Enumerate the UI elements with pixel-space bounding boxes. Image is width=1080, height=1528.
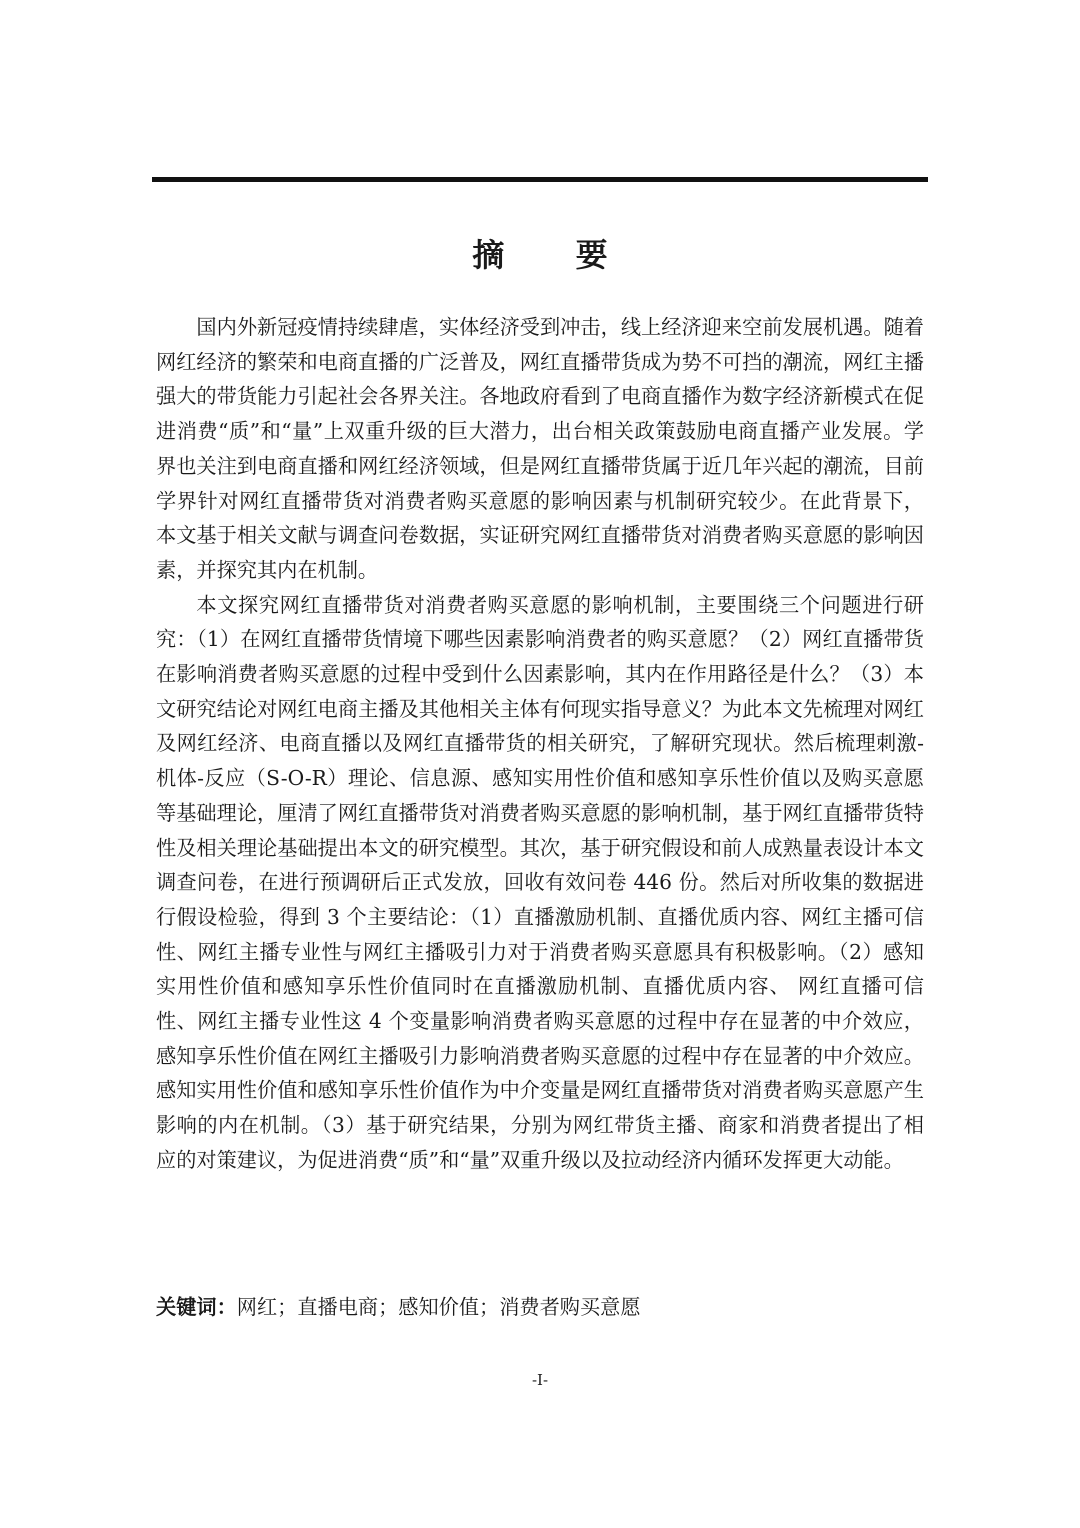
header-rule (152, 177, 928, 182)
page-number: -I- (531, 1371, 549, 1389)
keywords-text: 网红；直播电商；感知价值；消费者购买意愿 (236, 1295, 641, 1319)
abstract-paragraph-2: 本文探究网红直播带货对消费者购买意愿的影响机制，主要围绕三个问题进行研究：（1）在网红直播带货情境下哪些因素影响消费者的购买意愿？（2）网红直播带货在影响消费者购买意愿的过程中受到什么因素影响，其内在作用路径是什么？（3）本文研究结论对网红电商主播及其他相关主体有何现实指导意义？为此本文先梳理对网红及网红经济、电商直播以及网红直播带货的相关研究，了解研究现状。然后梳理刺激-机体-反应（S-O-R）理论、信息源、感知实用性价值和感知享乐性价值以及购买意愿等基础理论，厘清了网红直播带货对消费者购买意愿的影响机制，基于网红直播带货特性及相关理论基础提出本文的研究模型。其次，基于研究假设和前人成熟量表设计本文调查问卷，在进行预调研后正式发放，回收有效问卷 446 份。然后对所收集的数据进行假设检验，得到 3 个主要结论：（1）直播激励机制、直播优质内容、网红主播可信性、网红主播专业性与网红主播吸引力对于消费者购买意愿具有积极影响。（2）感知实用性价值和感知享乐性价值同时在直播激励机制、直播优质内容、 网红直播可信性、网红主播专业性这 4 个变量影响消费者购买意愿的过程中存在显著的中介效应，感知享乐性价值在网红主播吸引力影响消费者购买意愿的过程中存在显著的中介效应。感知实用性价值和感知享乐性价值作为中介变量是网红直播带货对消费者购买意愿产生影响的内在机制。（3）基于研究结果，分别为网红带货主播、商家和消费者提出了相应的对策建议，为促进消费“质”和“量”双重升级以及拉动经济内循环发挥更大动能。 (156, 592, 924, 1172)
keywords-label: 关键词： (156, 1295, 237, 1319)
keywords-line (156, 1290, 924, 1324)
abstract-title: 摘 要 (472, 236, 638, 274)
abstract-body (156, 310, 924, 1178)
abstract-paragraph-1: 国内外新冠疫情持续肆虐，实体经济受到冲击，线上经济迎来空前发展机遇。随着网红经济的繁荣和电商直播的广泛普及，网红直播带货成为势不可挡的潮流，网红主播强大的带货能力引起社会各界关注。各地政府看到了电商直播作为数字经济新模式在促进消费“质”和“量”上双重升级的巨大潜力，出台相关政策鼓励电商直播产业发展。学界也关注到电商直播和网红经济领域，但是网红直播带货属于近几年兴起的潮流，目前学界针对网红直播带货对消费者购买意愿的影响因素与机制研究较少。在此背景下， 本文基于相关文献与调查问卷数据，实证研究网红直播带货对消费者购买意愿的影响因素，并探究其内在机制。 (156, 315, 924, 582)
